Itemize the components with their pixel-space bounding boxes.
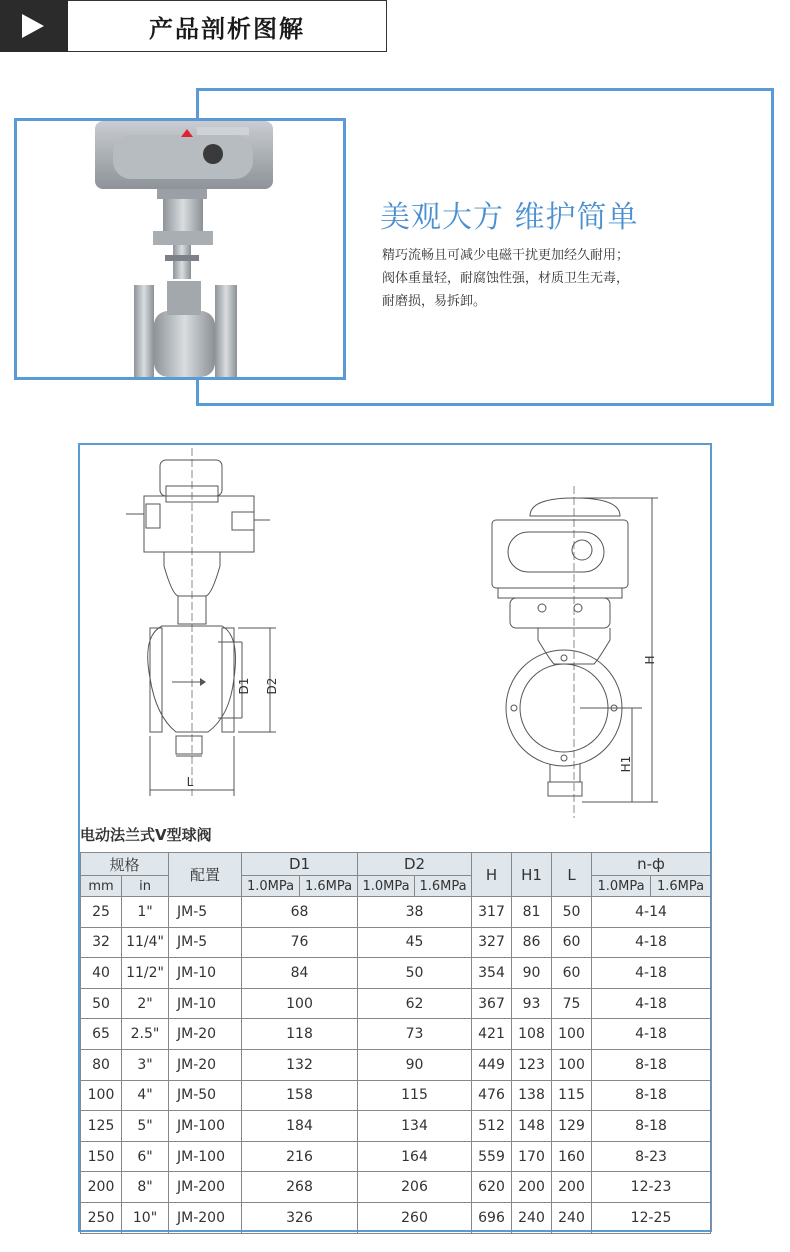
- table-row: [81, 927, 711, 958]
- col-header-pressure: 1.0MPa: [242, 876, 300, 897]
- col-header-pressure: 1.0MPa: [358, 876, 415, 897]
- label-d2: D2: [265, 677, 279, 695]
- cell-d1: 132: [242, 1049, 358, 1080]
- cell-d2: 50: [358, 958, 472, 989]
- cell-n-phi: 8-18: [592, 1049, 711, 1080]
- cell-n-phi: 12-23: [592, 1172, 711, 1203]
- cell-n-phi: 4-18: [592, 927, 711, 958]
- cell-h: 512: [472, 1111, 512, 1142]
- cell-d2: 134: [358, 1111, 472, 1142]
- cell-h: 317: [472, 897, 512, 928]
- col-header-pressure: 1.6MPa: [300, 876, 358, 897]
- cell-n-phi: 4-18: [592, 988, 711, 1019]
- cell-h1: 93: [512, 988, 552, 1019]
- cell-n-phi: 8-23: [592, 1141, 711, 1172]
- col-header-config: 配置: [169, 853, 242, 897]
- cell-mm: 25: [81, 897, 122, 928]
- section-title: 产品剖析图解: [149, 14, 305, 43]
- label-h1: H1: [619, 755, 633, 773]
- cell-n-phi: 4-18: [592, 958, 711, 989]
- cell-d2: 260: [358, 1202, 472, 1233]
- col-header-in: in: [122, 876, 169, 897]
- table-row: [81, 1172, 711, 1203]
- cell-l: 200: [552, 1172, 592, 1203]
- cell-mm: 200: [81, 1172, 122, 1203]
- cell-h: 620: [472, 1172, 512, 1203]
- cell-n-phi: 4-18: [592, 1019, 711, 1050]
- col-header-pressure: 1.6MPa: [651, 876, 711, 897]
- cell-d1: 68: [242, 897, 358, 928]
- cell-l: 129: [552, 1111, 592, 1142]
- cell-h: 354: [472, 958, 512, 989]
- cell-in: 3": [122, 1049, 169, 1080]
- cell-h: 327: [472, 927, 512, 958]
- cell-n-phi: 8-18: [592, 1080, 711, 1111]
- cell-n-phi: 4-14: [592, 897, 711, 928]
- cell-mm: 150: [81, 1141, 122, 1172]
- cell-config: JM-10: [169, 988, 242, 1019]
- cell-config: JM-20: [169, 1019, 242, 1050]
- label-h: H: [643, 655, 657, 665]
- cell-h: 696: [472, 1202, 512, 1233]
- col-header-nphi: n-ф: [592, 853, 711, 876]
- col-header-pressure: 1.0MPa: [592, 876, 651, 897]
- cell-mm: 40: [81, 958, 122, 989]
- table-row: [81, 1049, 711, 1080]
- cell-l: 60: [552, 927, 592, 958]
- cell-d2: 45: [358, 927, 472, 958]
- cell-l: 100: [552, 1019, 592, 1050]
- col-header-mm: mm: [81, 876, 122, 897]
- cell-mm: 65: [81, 1019, 122, 1050]
- valve-product-photo: [14, 118, 346, 380]
- col-header-l: L: [552, 853, 592, 897]
- cell-in: 11/4": [122, 927, 169, 958]
- cell-l: 100: [552, 1049, 592, 1080]
- cell-d2: 115: [358, 1080, 472, 1111]
- cell-d2: 164: [358, 1141, 472, 1172]
- cell-h1: 240: [512, 1202, 552, 1233]
- cell-h: 559: [472, 1141, 512, 1172]
- cell-h1: 86: [512, 927, 552, 958]
- cell-d2: 206: [358, 1172, 472, 1203]
- cell-d1: 100: [242, 988, 358, 1019]
- cell-h1: 81: [512, 897, 552, 928]
- header-title-box: [68, 0, 387, 52]
- cell-d2: 62: [358, 988, 472, 1019]
- cell-h1: 200: [512, 1172, 552, 1203]
- table-row: [81, 897, 711, 928]
- col-header-spec: 规格: [81, 853, 169, 876]
- cell-in: 8": [122, 1172, 169, 1203]
- spec-table: [80, 852, 711, 1234]
- label-d1: D1: [237, 677, 251, 695]
- col-header-h: H: [472, 853, 512, 897]
- feature-heading: 美观大方 维护简单: [380, 200, 639, 235]
- cell-in: 2": [122, 988, 169, 1019]
- front-view-drawing: [492, 486, 658, 818]
- cell-h1: 123: [512, 1049, 552, 1080]
- feature-desc-line: 阀体重量轻，耐腐蚀性强，材质卫生无毒，: [382, 271, 630, 286]
- cell-config: JM-100: [169, 1141, 242, 1172]
- cell-n-phi: 12-25: [592, 1202, 711, 1233]
- side-view-drawing: [126, 448, 276, 796]
- table-row: [81, 1019, 711, 1050]
- cell-in: 1": [122, 897, 169, 928]
- cell-l: 75: [552, 988, 592, 1019]
- cell-h: 421: [472, 1019, 512, 1050]
- col-header-d1: D1: [242, 853, 358, 876]
- cell-h1: 170: [512, 1141, 552, 1172]
- cell-mm: 100: [81, 1080, 122, 1111]
- cell-h: 476: [472, 1080, 512, 1111]
- cell-config: JM-50: [169, 1080, 242, 1111]
- cell-d1: 118: [242, 1019, 358, 1050]
- technical-drawing: [80, 446, 710, 818]
- cell-d1: 158: [242, 1080, 358, 1111]
- cell-mm: 250: [81, 1202, 122, 1233]
- feature-description: [382, 244, 682, 313]
- play-arrow-icon: [0, 0, 68, 52]
- col-header-h1: H1: [512, 853, 552, 897]
- cell-in: 10": [122, 1202, 169, 1233]
- cell-d1: 76: [242, 927, 358, 958]
- cell-d1: 326: [242, 1202, 358, 1233]
- label-l: L: [186, 775, 194, 789]
- cell-config: JM-100: [169, 1111, 242, 1142]
- cell-l: 160: [552, 1141, 592, 1172]
- cell-config: JM-5: [169, 927, 242, 958]
- feature-desc-line: 耐磨损，易拆卸。: [382, 294, 487, 309]
- cell-config: JM-10: [169, 958, 242, 989]
- cell-in: 2.5": [122, 1019, 169, 1050]
- cell-in: 11/2": [122, 958, 169, 989]
- cell-mm: 80: [81, 1049, 122, 1080]
- table-row: [81, 988, 711, 1019]
- table-row: [81, 1141, 711, 1172]
- cell-d1: 268: [242, 1172, 358, 1203]
- cell-mm: 32: [81, 927, 122, 958]
- table-row: [81, 1202, 711, 1233]
- cell-config: JM-5: [169, 897, 242, 928]
- table-title: 电动法兰式V型球阀: [80, 826, 212, 844]
- table-row: [81, 958, 711, 989]
- cell-config: JM-20: [169, 1049, 242, 1080]
- cell-in: 6": [122, 1141, 169, 1172]
- cell-mm: 125: [81, 1111, 122, 1142]
- table-row: [81, 1111, 711, 1142]
- cell-h1: 108: [512, 1019, 552, 1050]
- cell-in: 5": [122, 1111, 169, 1142]
- feature-desc-line: 精巧流畅且可减少电磁干扰更加经久耐用；: [382, 248, 630, 263]
- cell-l: 115: [552, 1080, 592, 1111]
- cell-l: 240: [552, 1202, 592, 1233]
- cell-d1: 84: [242, 958, 358, 989]
- cell-config: JM-200: [169, 1202, 242, 1233]
- cell-l: 60: [552, 958, 592, 989]
- cell-h: 449: [472, 1049, 512, 1080]
- col-header-pressure: 1.6MPa: [415, 876, 472, 897]
- cell-h1: 90: [512, 958, 552, 989]
- cell-d1: 184: [242, 1111, 358, 1142]
- cell-d2: 73: [358, 1019, 472, 1050]
- cell-config: JM-200: [169, 1172, 242, 1203]
- cell-l: 50: [552, 897, 592, 928]
- table-row: [81, 1080, 711, 1111]
- col-header-d2: D2: [358, 853, 472, 876]
- cell-n-phi: 8-18: [592, 1111, 711, 1142]
- cell-in: 4": [122, 1080, 169, 1111]
- cell-d1: 216: [242, 1141, 358, 1172]
- cell-mm: 50: [81, 988, 122, 1019]
- cell-h: 367: [472, 988, 512, 1019]
- cell-d2: 90: [358, 1049, 472, 1080]
- cell-d2: 38: [358, 897, 472, 928]
- cell-h1: 138: [512, 1080, 552, 1111]
- section-header: [0, 0, 388, 52]
- cell-h1: 148: [512, 1111, 552, 1142]
